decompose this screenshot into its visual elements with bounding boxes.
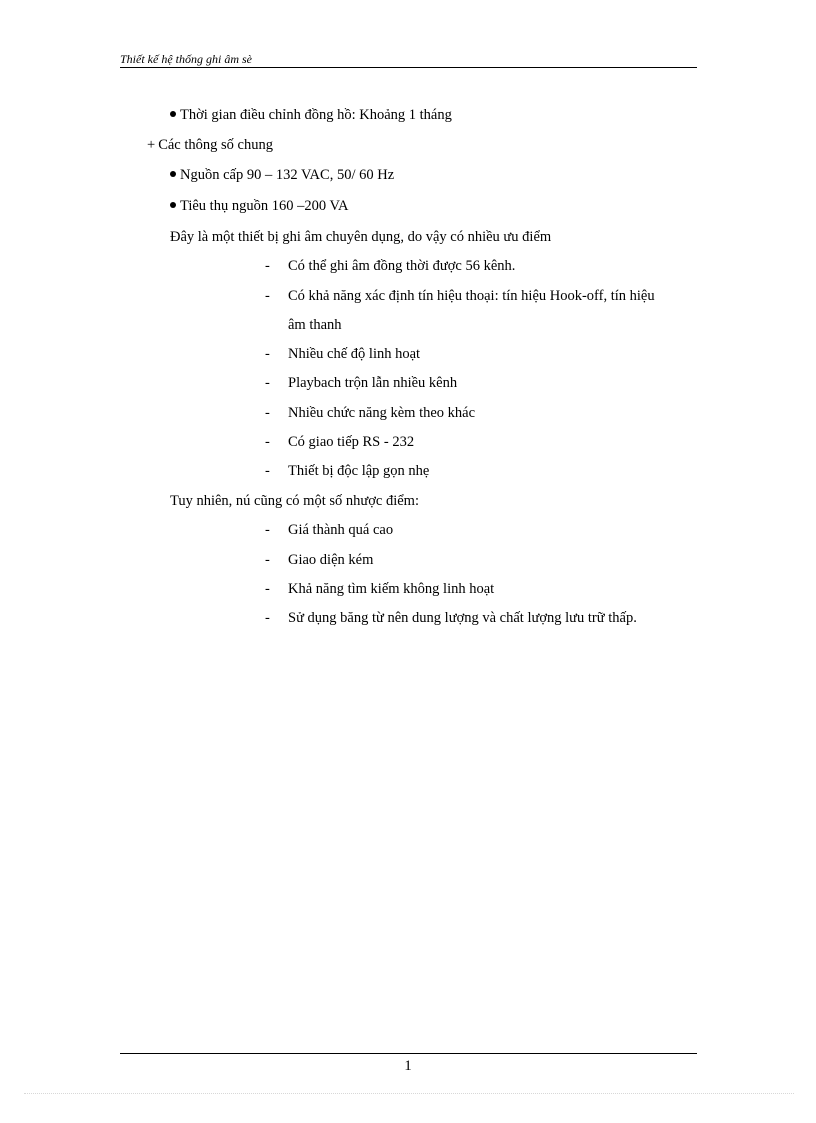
list-item: Có thể ghi âm đồng thời được 56 kênh. (288, 258, 516, 274)
list-dash: - (265, 522, 270, 538)
advantages-intro: Đây là một thiết bị ghi âm chuyên dụng, do vậy có nhiều ưu điểm (170, 229, 552, 245)
section-heading-general (147, 136, 273, 154)
list-item: Có giao tiếp RS - 232 (288, 434, 415, 450)
page-edge-divider (24, 1093, 794, 1094)
list-item: Khả năng tìm kiếm không linh hoạt (288, 581, 495, 597)
list-dash: - (265, 258, 270, 274)
list-dash: - (265, 463, 270, 479)
list-dash: - (265, 552, 270, 568)
list-dash: - (265, 610, 270, 626)
list-dash: - (265, 288, 270, 304)
list-dash: - (265, 581, 270, 597)
list-item: Nhiều chức năng kèm theo khác (288, 405, 476, 421)
bullet-dot-icon (170, 171, 176, 177)
list-item: Giao diện kém (288, 552, 374, 568)
bullet-text: Tiêu thụ nguồn 160 –200 VA (180, 198, 349, 214)
bullet-text: Thời gian điều chỉnh đồng hồ: Khoảng 1 tháng (180, 107, 452, 123)
list-item: Playbach trộn lẫn nhiều kênh (288, 375, 458, 391)
list-item: Giá thành quá cao (288, 522, 394, 538)
section-heading-text: Các thông số chung (158, 137, 273, 153)
bullet-item-consumption (170, 197, 349, 215)
disadvantages-intro: Tuy nhiên, nú cũng có một số nhược điểm: (170, 493, 419, 509)
page-number: 1 (404, 1058, 412, 1074)
bullet-item-power (170, 166, 394, 184)
bullet-text: Nguồn cấp 90 – 132 VAC, 50/ 60 Hz (180, 167, 395, 183)
list-dash: - (265, 346, 270, 362)
header-divider (120, 67, 697, 68)
plus-icon: + (147, 137, 156, 153)
list-item: Có khả năng xác định tín hiệu thoại: tín hiệu Hook-off, tín hiệu (288, 288, 655, 304)
header-title: Thiết kế hệ thống ghi âm sè (120, 52, 252, 66)
list-item-continuation: âm thanh (288, 317, 342, 333)
footer-divider (120, 1053, 697, 1054)
list-dash: - (265, 434, 270, 450)
bullet-dot-icon (170, 111, 176, 117)
list-item: Nhiều chế độ linh hoạt (288, 346, 421, 362)
bullet-item-clock (170, 106, 452, 124)
list-item: Thiết bị độc lập gọn nhẹ (288, 463, 430, 479)
bullet-dot-icon (170, 202, 176, 208)
list-dash: - (265, 405, 270, 421)
list-item: Sử dụng băng từ nên dung lượng và chất lượng lưu trữ thấp. (288, 610, 637, 626)
list-dash: - (265, 375, 270, 391)
